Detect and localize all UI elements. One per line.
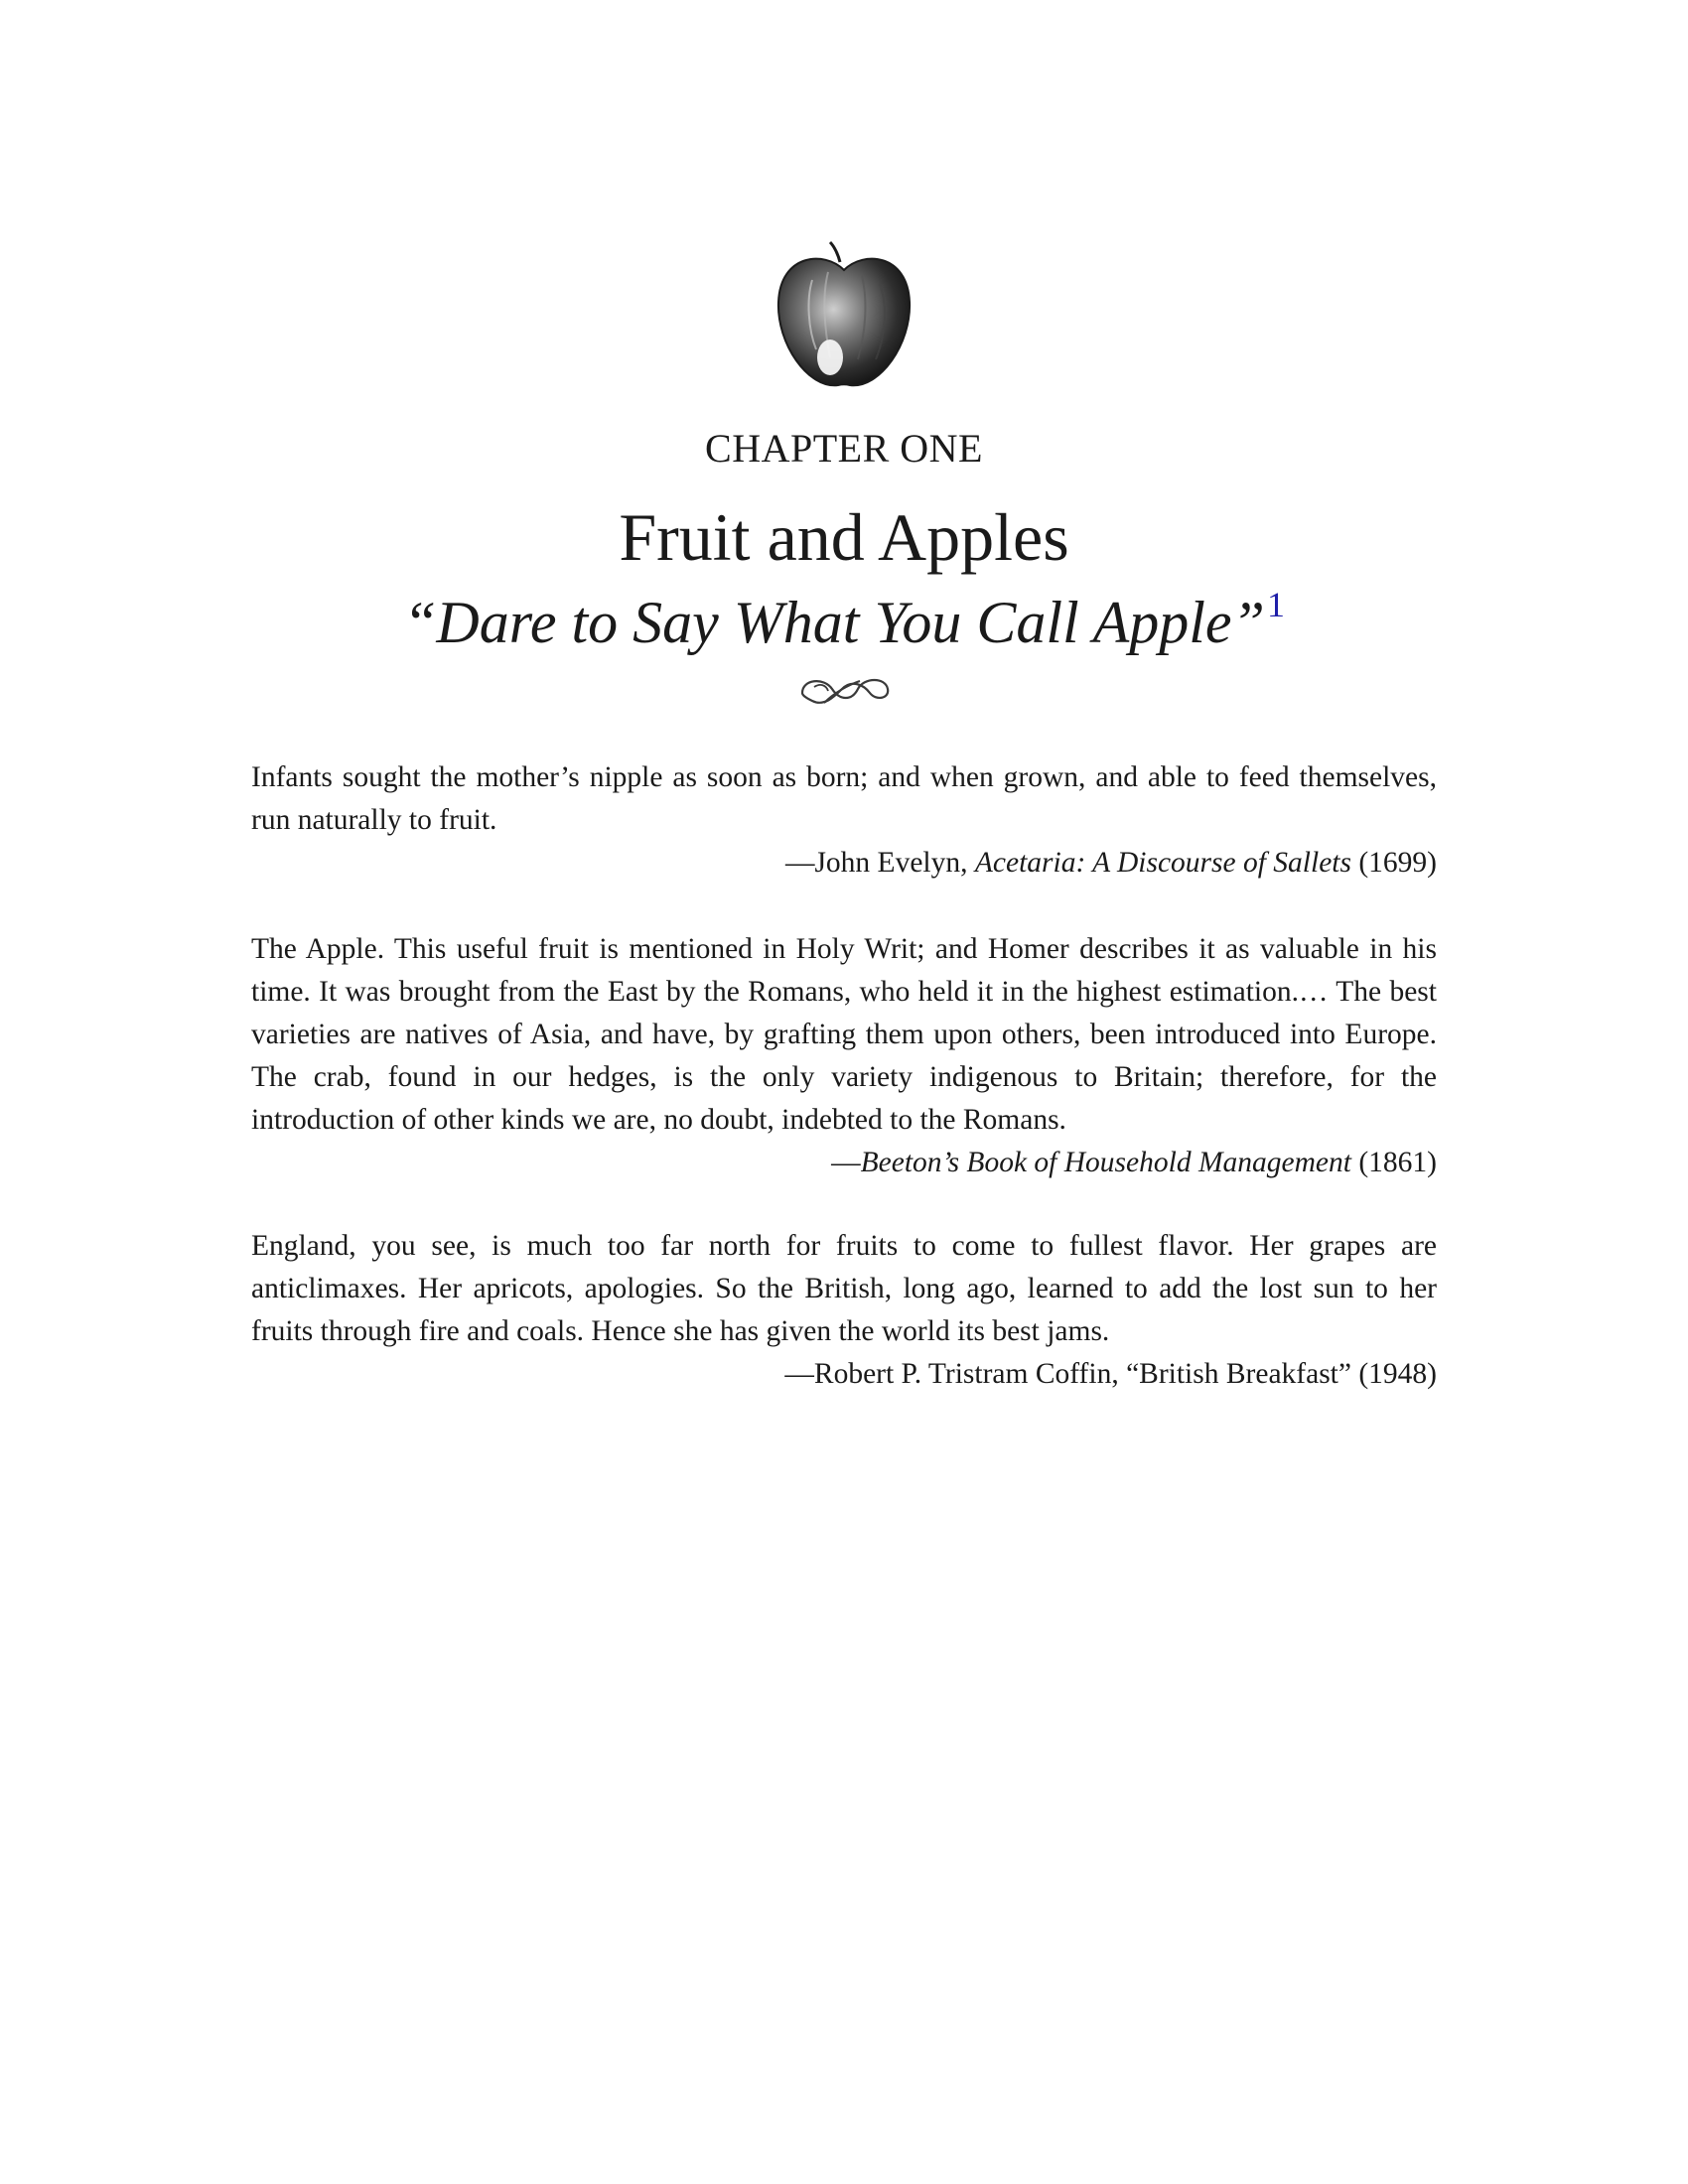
epigraph-quote: The Apple. This useful fruit is mentioned in Holy Writ; and Homer describes it as valuable in his time. It was brought from the East by the Romans, who held it in the highest estimation.… The best varieties are natives of Asia, and have, by grafting them upon others, been introduced into Europe. The crab, found in our hedges, is the only variety indigenous to Britain; therefore, for the introduction of other kinds we are, no doubt, indebted to the Romans. — [251, 933, 1437, 1136]
epigraph-attribution — [251, 1142, 1437, 1184]
attribution-work-title: Beeton’s Book of Household Management — [860, 1147, 1351, 1178]
epigraph-attribution — [251, 1353, 1437, 1396]
epigraph-quote: England, you see, is much too far north for fruits to come to fullest flavor. Her grapes are anticlimaxes. Her apricots, apologies. So the British, long ago, learned to add the lost sun to her fruits through fire and coals. Hence she has given the world its best jams. — [251, 1230, 1437, 1347]
chapter-subtitle — [0, 586, 1688, 655]
chapter-title: Fruit and Apples — [619, 499, 1069, 575]
flourish-ornament-icon — [794, 667, 894, 709]
chapter-subtitle-text: “Dare to Say What You Call Apple” — [403, 590, 1265, 655]
attribution-year: (1699) — [1350, 847, 1437, 879]
epigraph-coffin — [251, 1225, 1437, 1396]
chapter-number: CHAPTER ONE — [705, 426, 983, 471]
attribution-work-title: Acetaria: A Discourse of Sallets — [974, 847, 1351, 879]
apple-icon — [773, 240, 915, 393]
attribution-year: (1861) — [1350, 1147, 1437, 1178]
epigraph-evelyn — [251, 756, 1437, 885]
attribution-author: —Robert P. Tristram Coffin, “British Breakfast” (1948) — [784, 1358, 1437, 1390]
attribution-author: — — [831, 1147, 861, 1178]
footnote-link[interactable]: 1 — [1266, 585, 1285, 624]
epigraph-attribution — [251, 842, 1437, 885]
epigraph-beeton — [251, 928, 1437, 1184]
attribution-author: —John Evelyn, — [784, 847, 975, 879]
epigraph-quote: Infants sought the mother’s nipple as soon as born; and when grown, and able to feed themselves, run naturally to fruit. — [251, 761, 1437, 836]
